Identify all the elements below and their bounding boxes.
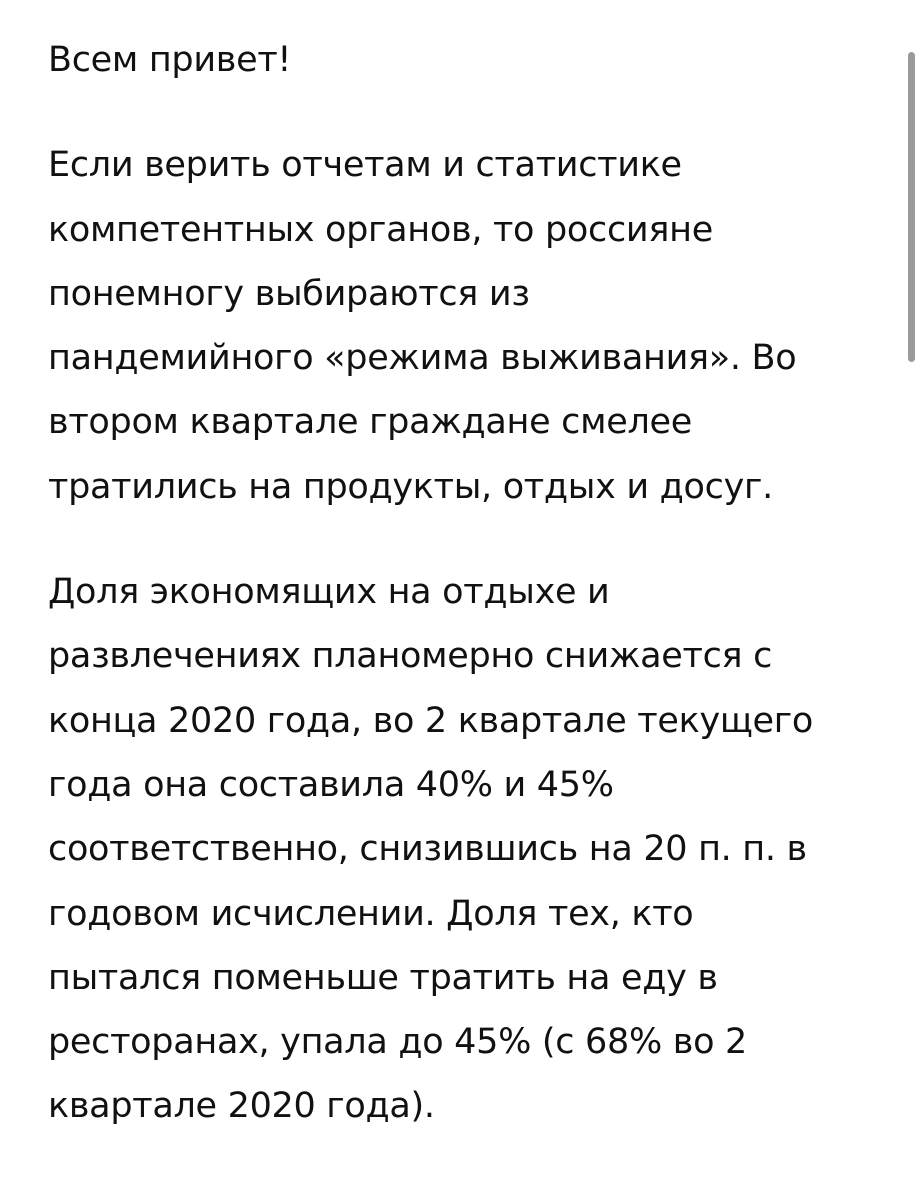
paragraph-2-line: Доля экономящих на отдыхе и — [48, 572, 610, 613]
article-body — [48, 28, 868, 1180]
paragraph-1-line: Если верить отчетам и статистике — [48, 145, 682, 186]
paragraph-2-line: соответственно, снизившись на 20 п. п. в — [48, 829, 807, 870]
paragraph-1-line: тратились на продукты, отдых и досуг. — [48, 466, 773, 507]
paragraph-1-line: пандемийного «режима выживания». Во — [48, 338, 797, 379]
paragraph-1-line: втором квартале граждане смелее — [48, 402, 692, 443]
article-paragraph-1 — [48, 133, 868, 519]
paragraph-2-line: ресторанах, упала до 45% (с 68% во 2 — [48, 1022, 747, 1063]
paragraph-1-line: понемногу выбираются из — [48, 273, 530, 314]
paragraph-2-line: пытался поменьше тратить на еду в — [48, 957, 718, 998]
article-paragraph-2 — [48, 560, 868, 1139]
paragraph-2-line: квартале 2020 года). — [48, 1086, 435, 1127]
vertical-scrollbar[interactable] — [908, 52, 915, 362]
paragraph-2-line: развлечениях планомерно снижается с — [48, 636, 773, 677]
paragraph-2-line: конца 2020 года, во 2 квартале текущего — [48, 700, 813, 741]
paragraph-1-line: компетентных органов, то россияне — [48, 209, 713, 250]
greeting-text: Всем привет! — [48, 40, 292, 80]
greeting-paragraph — [48, 28, 868, 92]
paragraph-2-line: годовом исчислении. Доля тех, кто — [48, 893, 694, 934]
paragraph-2-line: года она составила 40% и 45% — [48, 764, 614, 805]
